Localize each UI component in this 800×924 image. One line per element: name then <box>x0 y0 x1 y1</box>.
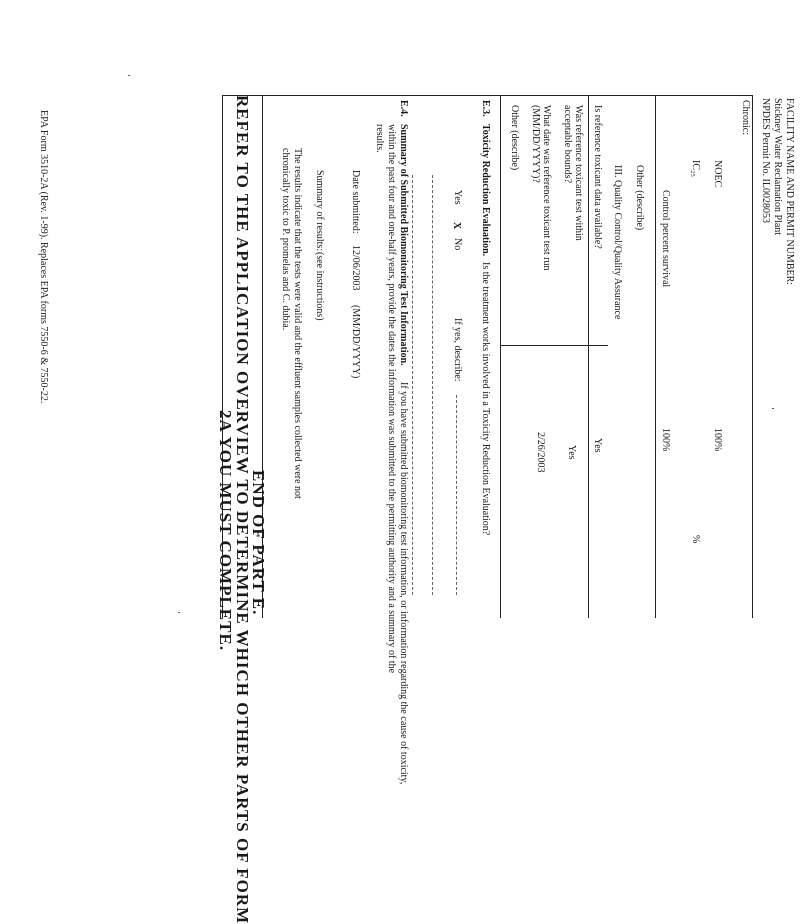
table-top-rule <box>500 345 608 346</box>
scan-speck <box>178 612 180 613</box>
must-complete: 2A YOU MUST COMPLETE. <box>216 410 235 652</box>
e3-blank-line-2 <box>412 175 413 595</box>
table-left-rule <box>500 95 501 618</box>
e4-date-format: (MM/DD/YYYY) <box>350 305 361 379</box>
e3-title: Toxicity Reduction Evaluation. <box>480 124 491 257</box>
e4-text-3: results. <box>374 124 385 153</box>
noec-label: NOEC <box>712 160 723 188</box>
noec-value: 100% <box>712 428 723 452</box>
scan-speck <box>772 408 774 409</box>
e4-summary-note: (see instructions) <box>314 252 325 321</box>
e3-question: Is the treatment works involved in a Toxicity Reduction Evaluation? <box>480 262 491 536</box>
ic25-label: IC₂₅ <box>690 160 701 177</box>
control-value: 100% <box>660 428 671 452</box>
qa-label: III. Quality Control/Quality Assurance <box>612 165 623 320</box>
date-label-1: What date was reference toxicant test run <box>541 105 552 271</box>
e4-result-1: The results indicate that the tests were valid and the effluent samples collected were not <box>292 148 303 499</box>
epa-form-line: EPA Form 3510-2A (Rev. 1-99). Replaces EPA forms 7550-6 & 7550-22. <box>38 110 49 404</box>
facility-line: FACILITY NAME AND PERMIT NUMBER: <box>784 98 795 286</box>
e4-date-value: 12/06/2003 <box>350 245 361 291</box>
chronic-label: Chronic: <box>740 100 751 135</box>
facility-name: Stickney Water Reclamation Plant <box>772 98 783 236</box>
e4-date-label: Date submitted: <box>350 170 361 234</box>
e3-x-mark: X <box>451 222 462 230</box>
table-inner-rule <box>588 95 589 618</box>
ic25-value: % <box>690 535 701 544</box>
within-label-2: acceptable bounds? <box>562 105 573 184</box>
ref-value: Yes <box>592 438 603 453</box>
control-label: Control percent survival <box>660 190 671 288</box>
e3-describe: If yes, describe: <box>452 318 463 382</box>
date-value: 2/26/2003 <box>535 432 546 473</box>
form-top-rule <box>222 95 752 96</box>
date-label-2: (MM/DD/YYYY)? <box>530 105 541 183</box>
e4-text-2: within the past four and one-half years, provide the dates the information was submitted to the permitting authority and a summary of the <box>386 124 397 674</box>
permit-number: NPDES Permit No. IL0028053 <box>760 98 771 223</box>
e4-text-1: If you have submitted biomonitoring test information, or information regarding the cause of toxicity, <box>398 382 409 785</box>
e3-describe-line <box>456 395 457 595</box>
table-right-rule <box>752 95 753 618</box>
e3-label: E.3. <box>480 100 491 117</box>
e3-no: No <box>452 238 463 251</box>
refer-to-overview: REFER TO THE APPLICATION OVERVIEW TO DETERMINE WHICH OTHER PARTS OF FORM <box>233 95 252 924</box>
scan-speck <box>128 75 130 76</box>
end-of-part: END OF PART E. <box>249 470 268 616</box>
e4-label: E.4. <box>398 100 409 117</box>
e4-title: Summary of Submitted Biomonitoring Test Information. <box>398 124 409 366</box>
ref-label: Is reference toxicant data available? <box>592 105 603 249</box>
e3-yes: Yes <box>452 190 463 205</box>
e3-blank-line-1 <box>432 175 433 595</box>
e4-summary-label: Summary of results: <box>314 170 325 252</box>
within-label-1: Was reference toxicant test within <box>573 105 584 241</box>
e4-result-2: chronically toxic to P. promelas and C. dubia. <box>280 148 291 331</box>
table-inner-rule-2 <box>655 95 656 618</box>
within-value: Yes <box>566 445 577 460</box>
other-label: Other (describe) <box>634 165 645 231</box>
other-label-2: Other (describe) <box>509 105 520 171</box>
